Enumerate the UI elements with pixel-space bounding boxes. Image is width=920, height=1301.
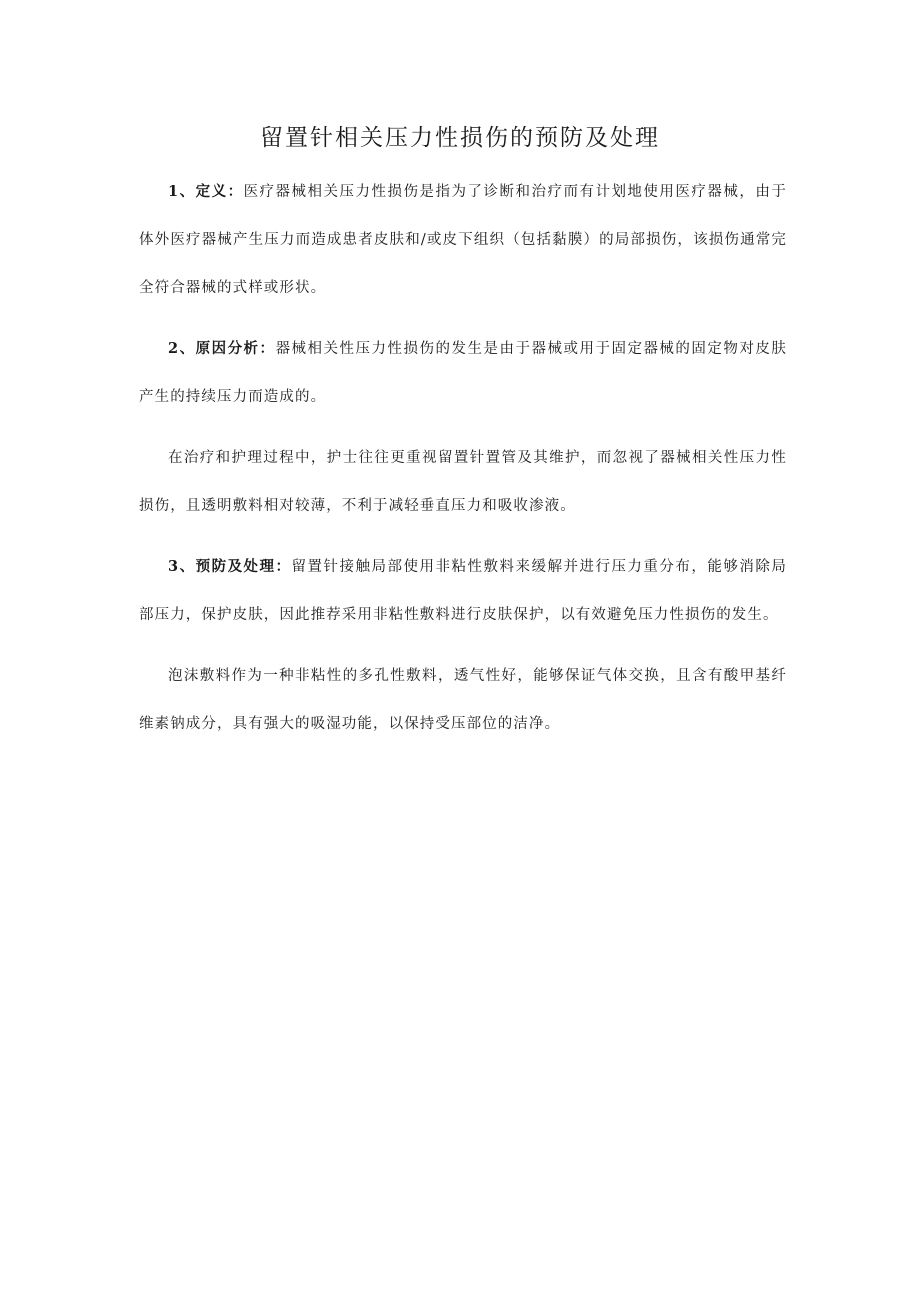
paragraph-cause-detail xyxy=(139,434,787,530)
paragraph-text: 泡沫敷料作为一种非粘性的多孔性敷料，透气性好，能够保证气体交换，且含有酸甲基纤维素钠成分，具有强大的吸湿功能，以保持受压部位的洁净。 xyxy=(139,668,787,732)
paragraph-text: 在治疗和护理过程中，护士往往更重视留置针置管及其维护，而忽视了器械相关性压力性损伤，且透明敷料相对较薄，不利于减轻垂直压力和吸收渗液。 xyxy=(139,450,787,514)
paragraph-cause-analysis xyxy=(139,325,787,421)
document-title: 留置针相关压力性损伤的预防及处理 xyxy=(260,125,660,151)
paragraph-prevention xyxy=(139,543,787,639)
paragraph-lead: 2、原因分析： xyxy=(168,340,276,357)
paragraph-foam-dressing xyxy=(139,652,787,748)
paragraph-definition xyxy=(139,168,787,312)
document-body xyxy=(139,168,787,761)
paragraph-lead: 1、定义： xyxy=(168,183,244,200)
paragraph-lead: 3、预防及处理： xyxy=(168,558,292,575)
paragraph-text: 医疗器械相关压力性损伤是指为了诊断和治疗而有计划地使用医疗器械，由于体外医疗器械产生压力而造成患者皮肤和/或皮下组织（包括黏膜）的局部损伤，该损伤通常完全符合器械的式样或形状。 xyxy=(139,184,787,296)
paragraph-text: 器械相关性压力性损伤的发生是由于器械或用于固定器械的固定物对皮肤产生的持续压力而造成的。 xyxy=(139,341,787,405)
paragraph-text: 留置针接触局部使用非粘性敷料来缓解并进行压力重分布，能够消除局部压力，保护皮肤，因此推荐采用非粘性敷料进行皮肤保护，以有效避免压力性损伤的发生。 xyxy=(139,559,787,623)
